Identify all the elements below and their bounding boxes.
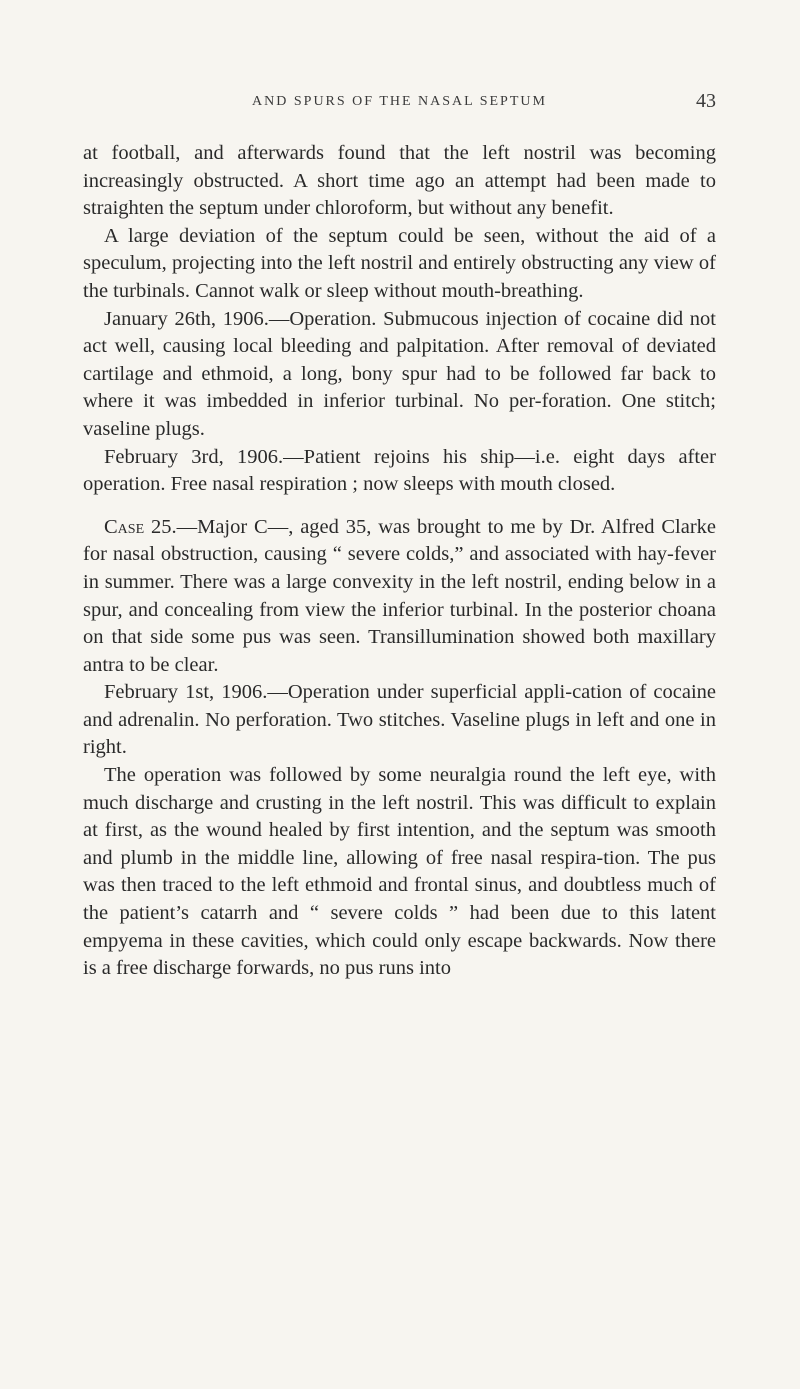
running-head [83,90,716,118]
paragraph-continuation: at football, and afterwards found that the left nostril was becoming increasingly obstructed. A short time ago an attempt had been made to straighten the septum under chloroform, but without any benefit. [83,142,716,220]
paragraph-examination: A large deviation of the septum could be seen, without the aid of a speculum, projecting into the left nostril and entirely obstructing any view of the turbinals. Cannot walk or sleep without mouth-breathing. [83,224,716,302]
page-number: 43 [696,90,716,112]
paragraph-neuralgia: The operation was followed by some neuralgia round the left eye, with much discharge and crusting in the left nostril. This was difficult to explain at first, as the wound healed by first intention, and the septum was smooth and plumb in the middle line, allowing of free nasal respira-tion. The pus was then traced to the left ethmoid and frontal sinus, and doubtless much of the patient’s catarrh and “ severe colds ” had been due to this latent empyema in these cavities, which could only escape backwards. Now there is a free discharge forwards, no pus runs into [83,764,716,980]
paragraph-february-third: February 3rd, 1906.—Patient rejoins his ship—i.e. eight days after operation. Free nasal respiration ; now sleeps with mouth closed. [83,445,716,496]
case-label: Case 25. [104,515,177,538]
paragraph-case-25 [83,514,716,680]
paragraph-operation-january: January 26th, 1906.—Operation. Submucous injection of cocaine did not act well, causing local bleeding and palpitation. After removal of deviated cartilage and ethmoid, a long, bony spur had to be followed far back to where it was imbedded in inferior turbinal. No per-foration. One stitch; vaseline plugs. [83,307,716,440]
running-title: AND SPURS OF THE NASAL SEPTUM [252,94,547,109]
body-text [83,140,716,983]
paragraph-operation-february: February 1st, 1906.—Operation under superficial appli-cation of cocaine and adrenalin. No perforation. Two stitches. Vaseline plugs in left and one in right. [83,681,716,759]
case-25-text: —Major C—, aged 35, was brought to me by Dr. Alfred Clarke for nasal obstruction, causing “ severe colds,” and associated with hay-fever in summer. There was a large convexity in the left nostril, ending below in a spur, and concealing from view the inferior turbinal. In the posterior choana on that side some pus was seen. Transillumination showed both maxillary antra to be clear. [83,515,716,676]
